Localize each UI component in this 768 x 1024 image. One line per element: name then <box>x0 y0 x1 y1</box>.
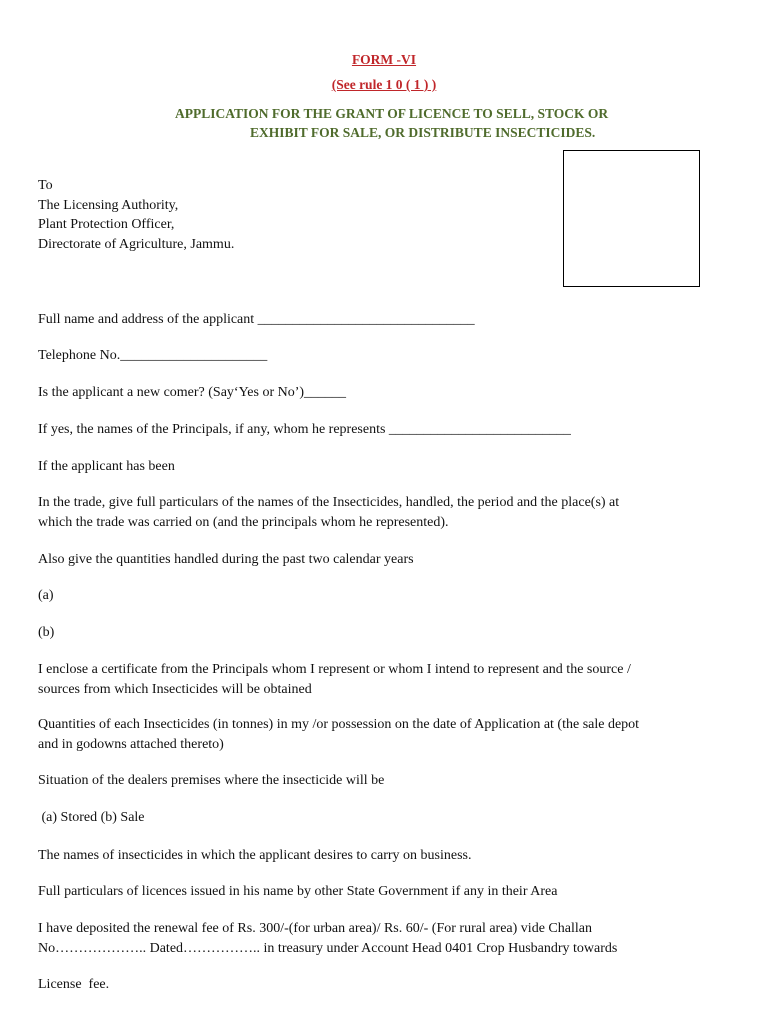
field-deposit <box>38 919 738 958</box>
field-telephone: Telephone No._____________________ <box>38 348 268 363</box>
field-certificate <box>38 660 738 699</box>
field-trade <box>38 493 738 532</box>
field-quantities <box>38 715 738 754</box>
field-trade-line1: In the trade, give full particulars of the names of the Insecticides, handled, the period and the place(s) at <box>38 495 620 510</box>
field-principals: If yes, the names of the Principals, if any, whom he represents __________________________ <box>38 422 571 437</box>
address-to: To <box>38 178 53 193</box>
form-title: FORM -VI <box>351 52 417 67</box>
item-b: (b) <box>38 625 55 640</box>
address-line2: Plant Protection Officer, <box>38 217 175 232</box>
field-deposit-line2: No……………….. Dated…………….. in treasury under Account Head 0401 Crop Husbandry towards <box>38 940 618 956</box>
form-heading-line1: APPLICATION FOR THE GRANT OF LICENCE TO SELL, STOCK OR <box>175 106 609 121</box>
photo-box <box>563 150 700 287</box>
addressee-block <box>38 176 234 254</box>
field-stored-sale: (a) Stored (b) Sale <box>38 810 145 825</box>
field-certificate-line2: sources from which Insecticides will be obtained <box>38 681 312 697</box>
item-a: (a) <box>38 588 54 603</box>
field-license-fee: License fee. <box>38 977 110 992</box>
form-rule: (See rule 1 0 ( 1 ) ) <box>331 77 437 92</box>
field-new-comer: Is the applicant a new comer? (Say‘Yes or No’)______ <box>38 385 347 400</box>
field-names-insecticides: The names of insecticides in which the applicant desires to carry on business. <box>38 848 472 863</box>
field-quantities-line1: Quantities of each Insecticides (in tonnes) in my /or possession on the date of Application at (the sale depot <box>38 717 640 732</box>
address-line3: Directorate of Agriculture, Jammu. <box>38 236 235 252</box>
field-trade-line2: which the trade was carried on (and the principals whom he represented). <box>38 514 449 530</box>
field-quantities-years: Also give the quantities handled during the past two calendar years <box>38 552 414 567</box>
field-licences: Full particulars of licences issued in his name by other State Government if any in their Area <box>38 884 558 899</box>
field-name-address: Full name and address of the applicant _______________________________ <box>38 312 475 327</box>
address-line1: The Licensing Authority, <box>38 197 179 213</box>
field-has-been: If the applicant has been <box>38 459 175 474</box>
field-deposit-line1: I have deposited the renewal fee of Rs. 300/-(for urban area)/ Rs. 60/- (For rural area) vide Challan <box>38 921 592 936</box>
field-quantities-line2: and in godowns attached thereto) <box>38 736 224 752</box>
form-heading-line2: EXHIBIT FOR SALE, OR DISTRIBUTE INSECTICIDES. <box>250 125 596 140</box>
field-certificate-line1: I enclose a certificate from the Principals whom I represent or whom I intend to represent and the source / <box>38 662 631 677</box>
field-situation: Situation of the dealers premises where the insecticide will be <box>38 773 385 788</box>
